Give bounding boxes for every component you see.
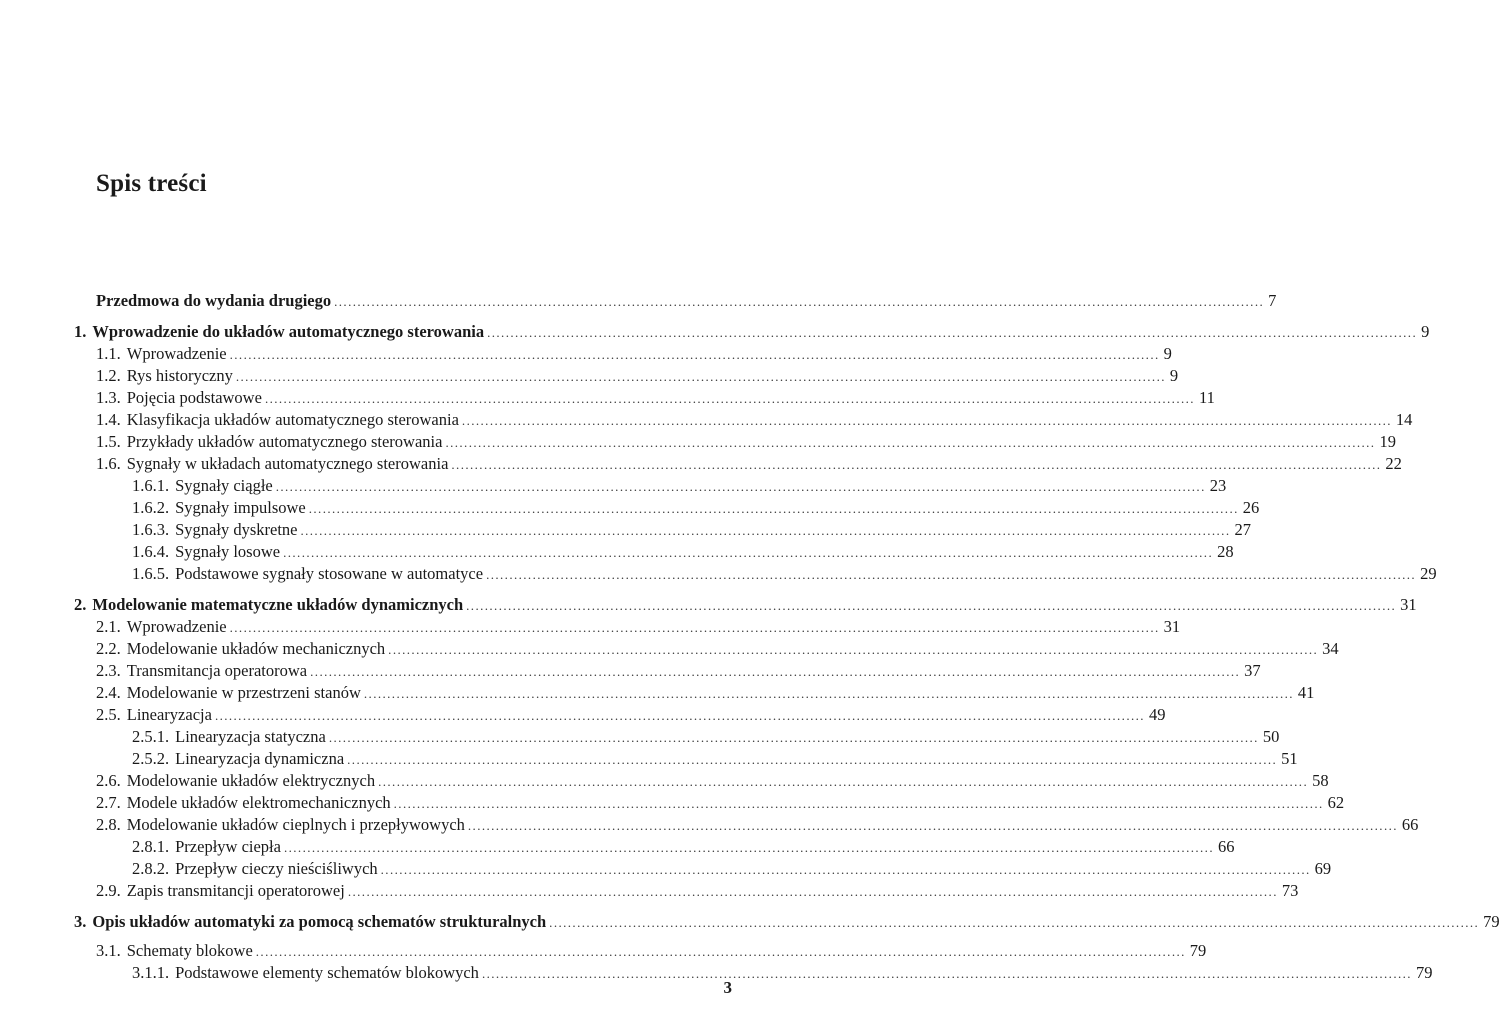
toc-entry-text: [96, 365, 233, 387]
toc-entry-text: [96, 770, 375, 792]
dot-leader: ........................................................................................................................................................................................................: [467, 818, 1398, 833]
toc-entry-page: 28: [1217, 542, 1234, 561]
toc-entry-label: Przepływ cieczy nieściśliwych: [175, 859, 378, 878]
toc-entry: [0, 726, 1280, 748]
toc-entry-page: 7: [1268, 291, 1277, 310]
dot-leader: ........................................................................................................................................................................................................: [380, 862, 1311, 877]
toc-entry-text: [132, 475, 273, 497]
toc-entry: [0, 704, 1166, 726]
toc-entry-number: 2.5.: [96, 705, 121, 724]
toc-entry-label: Klasyfikacja układów automatycznego sterowania: [126, 410, 459, 429]
dot-leader: ........................................................................................................................................................................................................: [363, 686, 1294, 701]
toc-entry-number: 1.6.1.: [132, 476, 170, 495]
toc-entry-page: 9: [1169, 366, 1179, 385]
toc-entry-number: 3.1.: [96, 941, 121, 960]
dot-leader: ........................................................................................................................................................................................................: [255, 944, 1186, 959]
toc-entry-page: 26: [1242, 498, 1260, 517]
toc-entry-page: 22: [1385, 454, 1402, 473]
dot-leader: ........................................................................................................................................................................................................: [275, 479, 1206, 494]
toc-entry: [0, 594, 1417, 616]
toc-entry: [0, 880, 1299, 902]
toc-entry-text: [96, 638, 385, 660]
toc-entry-label: Linearyzacja dynamiczna: [175, 749, 345, 768]
toc-entry-page: 41: [1297, 683, 1315, 702]
toc-entry: [0, 387, 1215, 409]
dot-leader: ........................................................................................................................................................................................................: [310, 664, 1241, 679]
dot-leader: ........................................................................................................................................................................................................: [481, 966, 1412, 981]
toc-entry-number: 2.5.2.: [132, 749, 170, 768]
toc-entry-page: 31: [1163, 617, 1181, 636]
toc-entry-label: Rys historyczny: [126, 366, 233, 385]
dot-leader: ........................................................................................................................................................................................................: [300, 523, 1231, 538]
toc-entry-text: [132, 836, 281, 858]
toc-entry-label: Linearyzacja statyczna: [175, 727, 326, 746]
toc-entry-text: [74, 911, 546, 933]
toc-entry-text: [96, 704, 212, 726]
toc-entry-text: [74, 594, 463, 616]
toc-entry: [0, 836, 1235, 858]
toc-entry-page: 34: [1322, 639, 1339, 658]
toc-entry-number: 1.4.: [96, 410, 121, 429]
toc-entry-page: 79: [1189, 941, 1207, 960]
toc-entry-label: Transmitancja operatorowa: [126, 661, 308, 680]
dot-leader: ........................................................................................................................................................................................................: [466, 598, 1397, 613]
toc-entry-page: 79: [1415, 963, 1433, 982]
toc-entry-label: Modele układów elektromechanicznych: [126, 793, 391, 812]
dot-leader: ........................................................................................................................................................................................................: [445, 435, 1376, 450]
dot-leader: ........................................................................................................................................................................................................: [264, 391, 1195, 406]
toc-entry-text: [132, 858, 378, 880]
toc-entry-text: [96, 431, 442, 453]
toc-entry-page: 50: [1262, 727, 1280, 746]
toc-entry-label: Linearyzacja: [126, 705, 212, 724]
dot-leader: ........................................................................................................................................................................................................: [347, 752, 1278, 767]
toc-entry-page: 27: [1234, 520, 1251, 539]
toc-entry-number: 1.2.: [96, 366, 121, 385]
dot-leader: ........................................................................................................................................................................................................: [549, 915, 1480, 930]
toc-entry: [0, 748, 1298, 770]
toc-entry-number: 2.4.: [96, 683, 121, 702]
toc-entry-number: 2.3.: [96, 661, 121, 680]
toc-entry-number: 3.1.1.: [132, 963, 170, 982]
toc-entry-page: 69: [1314, 859, 1332, 878]
toc-entry-label: Podstawowe elementy schematów blokowych: [175, 963, 479, 982]
toc-entry-text: [132, 519, 297, 541]
toc-entry: [0, 616, 1181, 638]
toc-entry-text: [96, 343, 227, 365]
toc-entry: [0, 290, 1277, 312]
toc-entry-number: 2.5.1.: [132, 727, 170, 746]
toc-entry: [0, 814, 1419, 836]
toc-entry-text: [132, 962, 479, 984]
toc-entry-number: 2.9.: [96, 881, 121, 900]
toc-entry-text: [96, 409, 459, 431]
toc-entry-label: Sygnały impulsowe: [175, 498, 306, 517]
toc-entry-label: Pojęcia podstawowe: [126, 388, 262, 407]
toc-entry: [0, 858, 1332, 880]
toc-entry-page: 66: [1217, 837, 1235, 856]
toc-entry-label: Modelowanie układów cieplnych i przepływowych: [126, 815, 465, 834]
toc-entry-number: 1.6.: [96, 454, 121, 473]
toc-entry-page: 9: [1421, 322, 1430, 341]
toc-entry-text: [96, 880, 345, 902]
toc-entry: [0, 962, 1433, 984]
toc-entry: [0, 475, 1227, 497]
toc-entry-page: 11: [1198, 388, 1215, 407]
toc-entry: [0, 792, 1345, 814]
dot-leader: ........................................................................................................................................................................................................: [486, 567, 1417, 582]
toc-entry-number: 1.5.: [96, 432, 121, 451]
toc-entry-page: 51: [1281, 749, 1298, 768]
toc-entry-label: Wprowadzenie: [126, 617, 227, 636]
toc-entry-text: [132, 497, 306, 519]
toc-entry-page: 29: [1420, 564, 1437, 583]
toc-entry-text: [96, 682, 361, 704]
toc-entry-number: 1.: [74, 322, 87, 341]
toc-entry-number: 2.1.: [96, 617, 121, 636]
toc-entry: [0, 497, 1260, 519]
toc-entry-label: Przepływ ciepła: [175, 837, 281, 856]
dot-leader: ........................................................................................................................................................................................................: [347, 884, 1278, 899]
toc-entry-page: 31: [1400, 595, 1417, 614]
toc-entry-label: Sygnały dyskretne: [175, 520, 298, 539]
toc-entry: [0, 409, 1413, 431]
toc-entry-number: 2.2.: [96, 639, 121, 658]
toc-entry-label: Wprowadzenie: [126, 344, 227, 363]
dot-leader: ........................................................................................................................................................................................................: [461, 413, 1392, 428]
toc-entry-text: [96, 290, 331, 312]
toc-entry-page: 23: [1209, 476, 1227, 495]
toc-entry-label: Modelowanie układów elektrycznych: [126, 771, 376, 790]
dot-leader: ........................................................................................................................................................................................................: [378, 774, 1309, 789]
toc-entry: [0, 541, 1234, 563]
dot-leader: ........................................................................................................................................................................................................: [487, 325, 1418, 340]
toc-entry-text: [96, 387, 262, 409]
toc-entry-number: 2.: [74, 595, 87, 614]
dot-leader: ........................................................................................................................................................................................................: [334, 294, 1265, 309]
toc-entry: [0, 660, 1261, 682]
toc-entry-text: [96, 814, 465, 836]
toc-entry-number: 1.6.3.: [132, 520, 170, 539]
toc-entry-page: 66: [1401, 815, 1419, 834]
toc-entry-number: 1.6.2.: [132, 498, 170, 517]
toc-entry: [0, 770, 1329, 792]
toc-entry-text: [96, 940, 253, 962]
toc-entry-text: [132, 726, 326, 748]
toc-entry: [0, 563, 1437, 585]
toc-entry-number: 2.8.1.: [132, 837, 170, 856]
dot-leader: ........................................................................................................................................................................................................: [283, 840, 1214, 855]
toc-entry-number: 2.8.2.: [132, 859, 170, 878]
toc-entry: [0, 682, 1315, 704]
toc-entry-page: 62: [1327, 793, 1345, 812]
toc-entry-label: Przedmowa do wydania drugiego: [96, 291, 332, 310]
dot-leader: ........................................................................................................................................................................................................: [229, 620, 1160, 635]
toc-entry-label: Podstawowe sygnały stosowane w automatyce: [175, 564, 484, 583]
toc-entry-label: Modelowanie układów mechanicznych: [126, 639, 386, 658]
toc-entry: [0, 519, 1251, 541]
toc-entry-text: [74, 321, 484, 343]
toc-entry: [0, 940, 1207, 962]
toc-entry-page: 49: [1148, 705, 1166, 724]
toc-entry-page: 58: [1312, 771, 1329, 790]
toc-entry-number: 1.3.: [96, 388, 121, 407]
dot-leader: ........................................................................................................................................................................................................: [388, 642, 1319, 657]
toc-entry: [0, 453, 1402, 475]
toc-entry-number: 2.6.: [96, 771, 121, 790]
toc-entry-text: [132, 541, 280, 563]
toc-entry-label: Sygnały losowe: [175, 542, 281, 561]
toc-entry-label: Sygnały ciągłe: [175, 476, 273, 495]
toc-entry-label: Modelowanie matematyczne układów dynamicznych: [92, 595, 464, 614]
dot-leader: ........................................................................................................................................................................................................: [393, 796, 1324, 811]
toc-entry-number: 2.7.: [96, 793, 121, 812]
toc-entry-number: 1.1.: [96, 344, 121, 363]
dot-leader: ........................................................................................................................................................................................................: [451, 457, 1382, 472]
toc-entry-page: 19: [1379, 432, 1396, 451]
toc-entry-label: Zapis transmitancji operatorowej: [126, 881, 345, 900]
toc-entry-page: 79: [1483, 912, 1500, 931]
page-title: Spis treści: [96, 170, 207, 197]
dot-leader: ........................................................................................................................................................................................................: [328, 730, 1259, 745]
toc-entry: [0, 638, 1339, 660]
toc-entry: [0, 321, 1430, 343]
toc-entry-number: 3.: [74, 912, 87, 931]
toc-entry-text: [132, 748, 344, 770]
toc-entry-page: 37: [1244, 661, 1261, 680]
toc-entry-number: 1.6.5.: [132, 564, 170, 583]
dot-leader: ........................................................................................................................................................................................................: [283, 545, 1214, 560]
toc-entry: [0, 343, 1172, 365]
dot-leader: ........................................................................................................................................................................................................: [308, 501, 1239, 516]
toc-entry-number: 1.6.4.: [132, 542, 170, 561]
toc-entry-text: [96, 792, 391, 814]
toc-entry-label: Przykłady układów automatycznego sterowania: [126, 432, 443, 451]
dot-leader: ........................................................................................................................................................................................................: [229, 347, 1160, 362]
page-number: 3: [723, 978, 732, 997]
toc-entry-label: Sygnały w układach automatycznego sterowania: [126, 454, 449, 473]
toc-entry: [0, 911, 1500, 933]
toc-entry-page: 9: [1163, 344, 1172, 363]
toc-entry-text: [132, 563, 483, 585]
toc-entry: [0, 365, 1179, 387]
toc-entry-label: Opis układów automatyki za pomocą schematów strukturalnych: [92, 912, 547, 931]
toc-entry-page: 73: [1281, 881, 1299, 900]
toc-entry-label: Wprowadzenie do układów automatycznego sterowania: [92, 322, 485, 341]
toc-entry-label: Modelowanie w przestrzeni stanów: [126, 683, 361, 702]
dot-leader: ........................................................................................................................................................................................................: [235, 369, 1166, 384]
toc-entry-number: 2.8.: [96, 815, 121, 834]
toc-entry-text: [96, 616, 227, 638]
toc-entry-label: Schematy blokowe: [126, 941, 253, 960]
toc-entry-page: 14: [1395, 410, 1413, 429]
toc-entry-text: [96, 660, 307, 682]
toc-entry: [0, 431, 1396, 453]
toc-entry-text: [96, 453, 448, 475]
dot-leader: ........................................................................................................................................................................................................: [214, 708, 1145, 723]
